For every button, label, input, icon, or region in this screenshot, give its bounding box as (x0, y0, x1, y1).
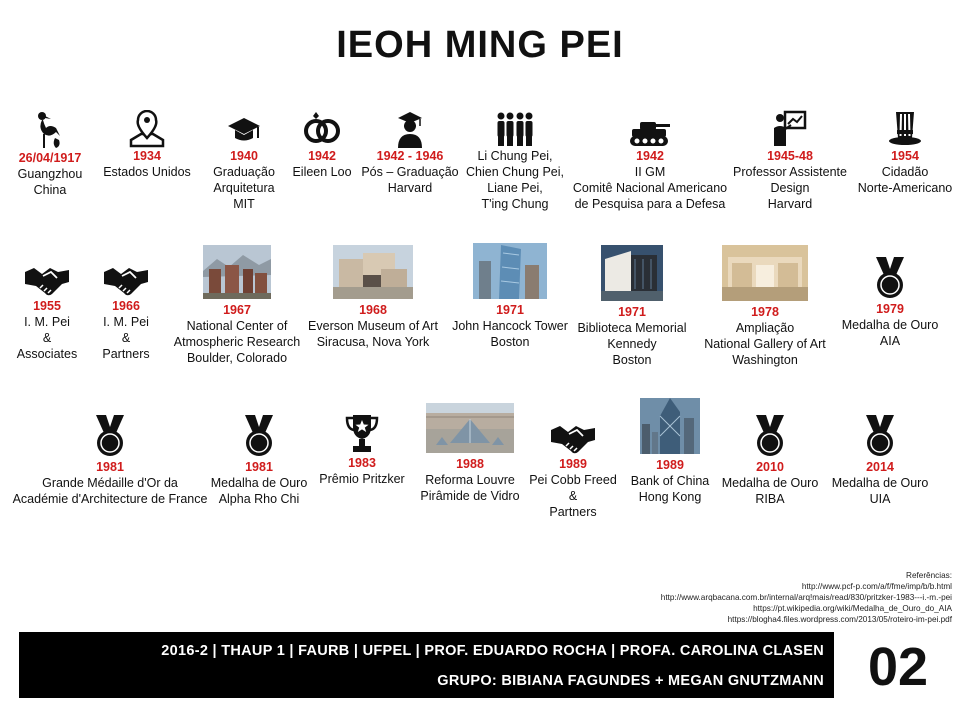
timeline-item-ww2 (560, 110, 740, 212)
item-year: 1983 (348, 456, 376, 470)
item-text: Li Chung Pei, Chien Chung Pei, Liane Pei, T'ing Chung (466, 149, 564, 211)
timeline-item-bank-of-china (620, 398, 720, 505)
graduation-cap-icon (226, 110, 262, 148)
item-year: 1978 (751, 305, 779, 319)
timeline-item-associates (7, 262, 87, 362)
references (661, 570, 952, 625)
item-year: 1942 (636, 149, 664, 163)
wedding-rings-icon (302, 110, 342, 148)
timeline-item-birth (0, 110, 100, 198)
timeline-item-children (455, 110, 575, 212)
item-text: John Hancock Tower Boston (452, 319, 568, 349)
medal-icon (93, 413, 127, 459)
item-year: 2010 (756, 460, 784, 474)
item-year: 1971 (496, 303, 524, 317)
timeline-item-citizen (845, 110, 960, 196)
uncle-sam-hat-icon (887, 110, 923, 148)
trophy-icon (345, 413, 379, 455)
handshake-icon (24, 262, 70, 298)
item-text: Biblioteca Memorial Kennedy Boston (577, 321, 687, 367)
item-text: Ampliação National Gallery of Art Washington (704, 321, 826, 367)
item-text: Eileen Loo (292, 165, 352, 179)
item-text: Medalha de Ouro AIA (841, 318, 939, 348)
handshake-icon (550, 420, 596, 456)
item-text: Estados Unidos (103, 165, 191, 179)
item-text: Reforma Louvre Pirâmide de Vidro (420, 473, 520, 503)
timeline-item-jfk-library (567, 245, 697, 368)
item-text: Pei Cobb Freed & Partners (529, 473, 617, 519)
reference-link[interactable]: http://www.arqbacana.com.br/internal/arq!mais/read/830/pritzker-1983---i.-m.-pei (660, 593, 952, 602)
item-year: 1940 (230, 149, 258, 163)
everson-museum-photo (333, 245, 413, 299)
timeline-item-alpha-rho-chi (199, 413, 319, 507)
medal-icon (863, 413, 897, 459)
item-year: 2014 (866, 460, 894, 474)
stork-icon (34, 110, 66, 150)
item-year: 1988 (456, 457, 484, 471)
item-text: Professor Assistente Design Harvard (733, 165, 847, 211)
item-year: 1967 (223, 303, 251, 317)
ncar-building-photo (203, 245, 271, 299)
teacher-icon (771, 110, 809, 148)
item-text: Medalha de Ouro UIA (831, 476, 929, 506)
handshake-icon (103, 262, 149, 298)
timeline-item-uia-medal (820, 413, 940, 507)
page-number: 02 (867, 637, 929, 697)
item-text: Everson Museum of Art Siracusa, Nova York (308, 319, 438, 349)
item-year: 1954 (891, 149, 919, 163)
item-text: I. M. Pei & Partners (102, 315, 150, 361)
medal-icon (242, 413, 276, 459)
timeline-item-postgrad (350, 110, 470, 196)
timeline-item-louvre (400, 403, 540, 504)
item-year: 1942 (308, 149, 336, 163)
graduate-icon (392, 110, 428, 148)
item-year: 1971 (618, 305, 646, 319)
item-year: 26/04/1917 (18, 151, 82, 165)
reference-link[interactable]: https://pt.wikipedia.org/wiki/Medalha_de_Ouro_do_AIA (753, 604, 952, 613)
timeline-item-partners (86, 262, 166, 362)
item-year: 1989 (559, 457, 587, 471)
timeline-item-everson (303, 245, 443, 350)
item-text: Guangzhou China (17, 167, 83, 197)
page-title: IEOH MING PEI (336, 24, 624, 66)
item-year: 1966 (112, 299, 140, 313)
timeline-item-national-gallery (695, 245, 835, 368)
item-text: Pós – Graduação Harvard (361, 165, 459, 195)
item-text: II GM Comitê Nacional Americano de Pesquisa para a Defesa (572, 165, 728, 211)
map-pin-icon (127, 110, 167, 148)
tank-icon (628, 110, 672, 148)
item-year: 1981 (245, 460, 273, 474)
medal-icon (753, 413, 787, 459)
item-year: 1981 (96, 460, 124, 474)
louvre-pyramid-photo (426, 403, 514, 453)
item-text: National Center of Atmospheric Research Boulder, Colorado (173, 319, 301, 365)
timeline-item-professor (730, 110, 850, 212)
national-gallery-photo (722, 245, 808, 301)
item-year: 1989 (656, 458, 684, 472)
timeline-item-riba-medal (710, 413, 830, 507)
references-heading: Referências: (906, 571, 952, 580)
item-text: Graduação Arquitetura MIT (213, 165, 275, 211)
item-text: Prêmio Pritzker (319, 472, 405, 486)
footer-bar (19, 632, 834, 698)
kennedy-library-photo (601, 245, 663, 301)
item-year: 1942 - 1946 (376, 149, 444, 163)
item-year: 1945-48 (767, 149, 813, 163)
item-year: 1955 (33, 299, 61, 313)
item-text: Medalha de Ouro RIBA (721, 476, 819, 506)
footer-group-line: GRUPO: BIBIANA FAGUNDES + MEGAN GNUTZMANN (437, 673, 824, 689)
footer-course-line: 2016-2 | THAUP 1 | FAURB | UFPEL | PROF. EDUARDO ROCHA | PROFA. CAROLINA CLASEN (161, 643, 824, 659)
medal-icon (873, 255, 907, 301)
timeline-item-ncar (167, 245, 307, 366)
item-text: Cidadão Norte-Americano (857, 165, 953, 195)
item-text: Medalha de Ouro Alpha Rho Chi (210, 476, 308, 506)
reference-link[interactable]: http://www.pcf-p.com/a/f/fme/imp/b/b.html (801, 582, 952, 591)
timeline-item-hancock (440, 243, 580, 350)
item-year: 1968 (359, 303, 387, 317)
item-year: 1934 (133, 149, 161, 163)
item-text: I. M. Pei & Associates (16, 315, 78, 361)
family-icon (494, 110, 536, 148)
timeline-item-french-medal (10, 413, 210, 507)
timeline-item-pei-cobb-freed (523, 420, 623, 520)
item-year: 1979 (876, 302, 904, 316)
hancock-tower-photo (473, 243, 547, 299)
timeline-item-usa (97, 110, 197, 180)
timeline-item-graduation (194, 110, 294, 212)
item-text: Grande Médaille d'Or da Académie d'Architecture de France (12, 476, 208, 506)
reference-link[interactable]: https://blogha4.files.wordpress.com/2013/05/roteiro-im-pei.pdf (727, 615, 952, 624)
item-text: Bank of China Hong Kong (630, 474, 710, 504)
timeline-item-aia-medal (830, 255, 950, 349)
bank-of-china-photo (640, 398, 700, 454)
